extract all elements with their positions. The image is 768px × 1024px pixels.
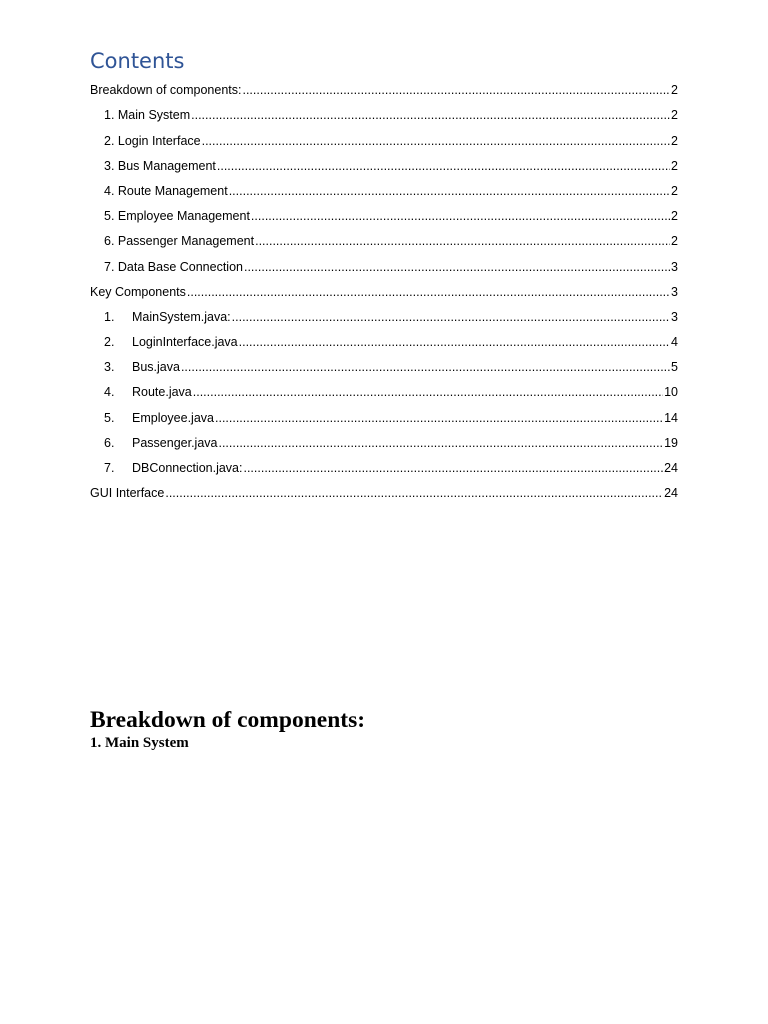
toc-entry-main-system[interactable] xyxy=(90,98,678,123)
toc-page-number: 2 xyxy=(671,234,678,249)
toc-entry-number: 4. xyxy=(104,385,115,400)
toc-page-number: 19 xyxy=(664,435,678,450)
toc-dot-leader xyxy=(217,159,670,174)
toc-entry-text: Route.java xyxy=(132,385,192,400)
toc-dot-leader xyxy=(165,486,663,501)
toc-entry-text: DBConnection.java: xyxy=(132,461,243,475)
toc-entry-text: 7. Data Base Connection xyxy=(104,259,243,274)
toc-page-number: 3 xyxy=(671,284,678,299)
toc-entry-passenger-management[interactable] xyxy=(90,224,678,249)
toc-page-number: 2 xyxy=(671,158,678,173)
toc-entry-text: Employee.java xyxy=(132,410,214,425)
toc-page-number: 14 xyxy=(664,410,678,425)
toc-entry-text: 5. Employee Management xyxy=(104,209,250,224)
sub-heading: 1. Main System xyxy=(90,735,189,752)
toc-entry-text: GUI Interface xyxy=(90,486,165,501)
toc-page-number: 3 xyxy=(671,259,678,274)
toc-entry-route-management[interactable] xyxy=(90,174,678,199)
toc-entry-number: 2. xyxy=(104,335,115,350)
toc-entry-bus-management[interactable] xyxy=(90,149,678,174)
toc-heading: Contents xyxy=(90,49,185,73)
toc-entry-text: Bus.java xyxy=(132,360,180,375)
toc-entry-number: 5. xyxy=(104,410,115,425)
toc-dot-leader xyxy=(215,411,663,426)
toc-entry-employee-management[interactable] xyxy=(90,199,678,224)
toc-entry-key-components[interactable] xyxy=(90,275,678,300)
toc-entry-login-interface[interactable] xyxy=(90,123,678,148)
toc-entry-route-java[interactable] xyxy=(90,375,678,400)
toc-entry-dbconnection-java[interactable] xyxy=(90,451,678,476)
toc-page-number: 2 xyxy=(671,133,678,148)
toc-entry-text: 6. Passenger Management xyxy=(104,234,255,249)
toc-entry-text: 4. Route Management xyxy=(104,183,228,198)
toc-dot-leader xyxy=(202,134,670,149)
toc-entry-number: 1. xyxy=(104,309,115,324)
toc-dot-leader xyxy=(244,260,670,275)
toc-entry-gui-interface[interactable] xyxy=(90,476,678,501)
toc-dot-leader xyxy=(251,209,670,224)
toc-entry-employee-java[interactable] xyxy=(90,400,678,425)
toc-entry-mainsystem-java[interactable] xyxy=(90,300,678,325)
toc-page-number: 4 xyxy=(671,335,678,350)
toc-entry-text: LoginInterface.java xyxy=(132,335,238,350)
toc-entry-text: Breakdown of components: xyxy=(90,83,242,98)
toc-dot-leader xyxy=(255,234,670,249)
toc-entry-text: Passenger.java xyxy=(132,435,218,450)
toc-page-number: 2 xyxy=(671,108,678,123)
toc-page-number: 3 xyxy=(671,309,678,324)
toc-entry-text: MainSystem.java: xyxy=(132,309,231,324)
toc-page-number: 2 xyxy=(671,209,678,224)
toc-dot-leader xyxy=(193,385,663,400)
toc-dot-leader xyxy=(229,184,670,199)
toc-dot-leader xyxy=(232,310,670,325)
toc-entry-text: 1. Main System xyxy=(104,108,191,123)
toc-entry-number: 6. xyxy=(104,435,115,450)
toc-page-number: 24 xyxy=(664,461,678,475)
toc-entry-text: 3. Bus Management xyxy=(104,158,216,173)
table-of-contents xyxy=(90,73,678,501)
toc-page-number: 24 xyxy=(664,486,678,501)
toc-page-number: 5 xyxy=(671,360,678,375)
toc-dot-leader xyxy=(243,461,663,476)
toc-page-number: 10 xyxy=(664,385,678,400)
toc-entry-logininterface-java[interactable] xyxy=(90,325,678,350)
toc-entry-bus-java[interactable] xyxy=(90,350,678,375)
toc-dot-leader xyxy=(239,335,670,350)
toc-page-number: 2 xyxy=(671,183,678,198)
toc-dot-leader xyxy=(218,436,663,451)
toc-entry-number: 7. xyxy=(104,461,115,475)
toc-entry-text: Key Components xyxy=(90,284,186,299)
toc-dot-leader xyxy=(187,285,670,300)
toc-entry-number: 3. xyxy=(104,360,115,375)
toc-page-number: 2 xyxy=(671,83,678,98)
toc-dot-leader xyxy=(181,360,670,375)
toc-entry-database-connection[interactable] xyxy=(90,249,678,274)
section-heading: Breakdown of components: xyxy=(90,706,366,733)
toc-entry-text: 2. Login Interface xyxy=(104,133,201,148)
toc-dot-leader xyxy=(242,83,670,98)
toc-entry-passenger-java[interactable] xyxy=(90,426,678,451)
toc-dot-leader xyxy=(191,108,670,123)
toc-entry-breakdown[interactable] xyxy=(90,73,678,98)
